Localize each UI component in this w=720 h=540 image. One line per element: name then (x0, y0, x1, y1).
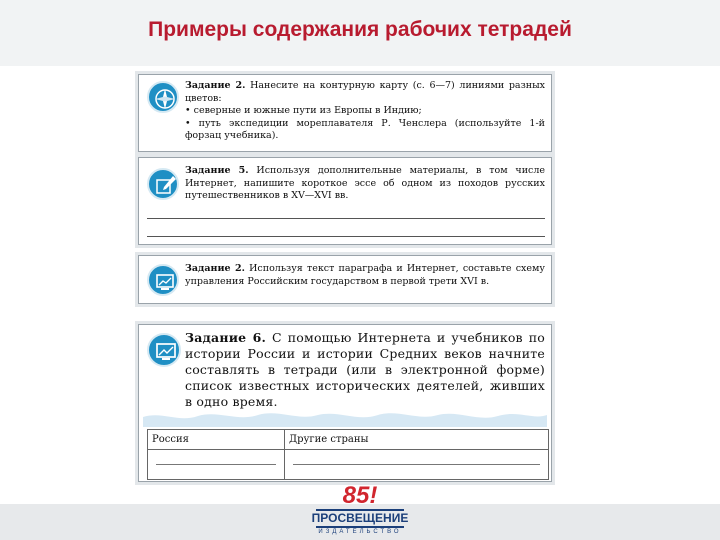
task-card-1 (138, 74, 552, 152)
publisher-logo (304, 484, 416, 540)
task-body: Используя текст параграфа и Интернет, составьте схему управления Российским государством в первой трети XVI в. (185, 263, 545, 287)
historical-figures-table (147, 429, 549, 480)
answer-line[interactable] (147, 236, 545, 237)
pen-write-icon (147, 168, 179, 200)
table-header: Россия (148, 430, 285, 450)
logo-name: ПРОСВЕЩЕНИЕ (311, 511, 409, 525)
task-card-3 (138, 255, 552, 304)
task-label: Задание 5. (185, 165, 249, 176)
task-body: С помощью Интернета и учебников по истории России и истории Средних веков начните составлять в тетради (или в электронной форме) список известных исторических деятелей, живших в одно время. (185, 330, 546, 409)
logo-subtitle: ИЗДАТЕЛЬСТВО (318, 529, 402, 535)
task-body: Используя дополнительные материалы, в том числе Интернет, напишите короткое эссе об одном из походов русских путешественников в XV—XVI вв. (185, 165, 546, 201)
answer-line (293, 464, 540, 465)
task-body: Нанесите на контурную карту (с. 6—7) линиями разных цветов: (185, 80, 546, 104)
torn-paper-edge (143, 409, 547, 427)
table-row (148, 450, 549, 480)
task-text (185, 263, 545, 288)
title-bar (0, 0, 720, 66)
computer-icon (147, 333, 181, 367)
computer-icon (147, 264, 179, 296)
task-text (185, 80, 545, 143)
task-text (185, 165, 545, 203)
table-header: Другие страны (284, 430, 548, 450)
task-label: Задание 6. (185, 330, 267, 345)
task-card-2 (138, 157, 552, 245)
table-cell-other-countries[interactable] (284, 450, 548, 480)
answer-line (156, 464, 276, 465)
logo-anniversary: 85! (342, 482, 378, 509)
task-card-4 (138, 324, 552, 482)
task-label: Задание 2. (185, 263, 245, 274)
task-bullet: • северные и южные пути из Европы в Индию; (185, 105, 422, 116)
table-header-row (148, 430, 549, 450)
table-cell-russia[interactable] (148, 450, 285, 480)
task-bullet: • путь экспедиции мореплавателя Р. Ченслера (используйте 1-й форзац учебника). (185, 117, 545, 141)
task-label: Задание 2. (185, 80, 246, 91)
map-compass-icon (147, 81, 179, 113)
answer-line[interactable] (147, 218, 545, 219)
task-text (185, 330, 545, 410)
slide-title: Примеры содержания рабочих тетрадей (148, 18, 572, 41)
